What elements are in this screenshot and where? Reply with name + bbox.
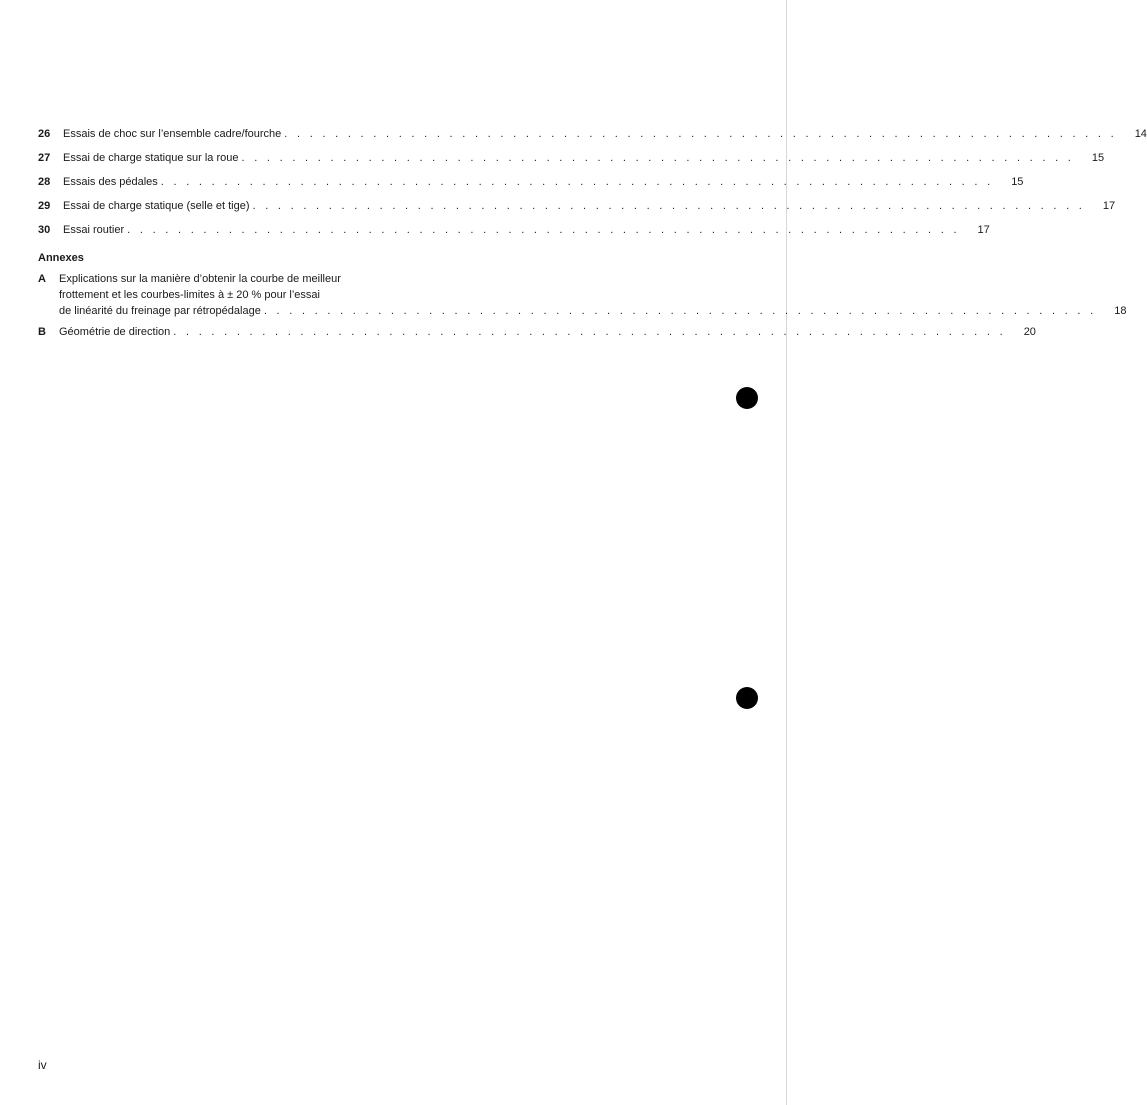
toc-entry-page: 14 bbox=[1134, 128, 1147, 140]
punch-hole bbox=[736, 687, 758, 709]
toc-entry-title: Essai de charge statique sur la roue bbox=[63, 152, 239, 164]
toc-entry-title: Essai de charge statique (selle et tige) bbox=[63, 200, 250, 212]
toc-entry-title: Essai routier bbox=[63, 224, 125, 236]
annex-title-line: Explications sur la manière d’obtenir la courbe de meilleur bbox=[59, 273, 341, 285]
toc-leader-dots: . . . . . . . . . . . . . . . . . . . . . . . . . . . . . . . . . . . . . . . . . . . . . . . . . . . . . . . . . . . . . . . . . . bbox=[241, 152, 1075, 164]
page-edge bbox=[786, 0, 787, 1105]
annex-title-line: de linéarité du freinage par rétropédalage bbox=[59, 305, 261, 317]
toc-entry-29[interactable] bbox=[38, 200, 1116, 224]
toc-entry-page: 17 bbox=[1102, 200, 1116, 212]
annex-title bbox=[59, 324, 1036, 340]
page-number: iv bbox=[38, 1058, 47, 1072]
toc-entry-number: 28 bbox=[38, 176, 51, 188]
annex-title-line: frottement et les courbes-limites à ± 20 % pour l’essai bbox=[59, 289, 320, 301]
annex-title bbox=[59, 271, 1126, 319]
toc-entry-26[interactable] bbox=[38, 128, 1147, 152]
toc-entry-28[interactable] bbox=[38, 176, 1024, 200]
toc-entry-page: 15 bbox=[1091, 152, 1105, 164]
toc-entry-page: 20 bbox=[1023, 326, 1036, 338]
toc-entry-30[interactable] bbox=[38, 224, 990, 248]
toc-leader-dots: . . . . . . . . . . . . . . . . . . . . . . . . . . . . . . . . . . . . . . . . . . . . . . . . . . . . . . . . . . . . . . . . . . bbox=[263, 305, 1097, 317]
toc-entry-page: 17 bbox=[977, 224, 990, 236]
toc-entry-title: Essais de choc sur l’ensemble cadre/fourche bbox=[63, 128, 282, 140]
toc-leader-dots: . . . . . . . . . . . . . . . . . . . . . . . . . . . . . . . . . . . . . . . . . . . . . . . . . . . . . . . . . . . . . . . . . . bbox=[284, 128, 1117, 140]
annexes-heading: Annexes bbox=[38, 252, 84, 264]
toc-leader-dots: . . . . . . . . . . . . . . . . . . . . . . . . . . . . . . . . . . . . . . . . . . . . . . . . . . . . . . . . . . . . . . . . . . bbox=[173, 326, 1006, 338]
toc-leader-dots: . . . . . . . . . . . . . . . . . . . . . . . . . . . . . . . . . . . . . . . . . . . . . . . . . . . . . . . . . . . . . . . . . . bbox=[252, 200, 1086, 212]
punch-hole bbox=[736, 387, 758, 409]
annex-title-last-line bbox=[59, 324, 1036, 340]
toc-annex-b[interactable] bbox=[38, 324, 1036, 344]
annex-title-line: Géométrie de direction bbox=[59, 326, 171, 338]
annex-letter: A bbox=[38, 273, 46, 285]
toc-entry-number: 27 bbox=[38, 152, 51, 164]
toc-leader-dots: . . . . . . . . . . . . . . . . . . . . . . . . . . . . . . . . . . . . . . . . . . . . . . . . . . . . . . . . . . . . . . . . . . bbox=[160, 176, 994, 188]
table-of-contents bbox=[38, 128, 1147, 344]
annex-title-last-line bbox=[59, 303, 1126, 319]
toc-entry-page: 18 bbox=[1114, 305, 1127, 317]
toc-annex-a[interactable] bbox=[38, 271, 1127, 324]
toc-entry-number: 29 bbox=[38, 200, 51, 212]
toc-entry-27[interactable] bbox=[38, 152, 1105, 176]
toc-entry-page: 15 bbox=[1011, 176, 1024, 188]
annex-letter: B bbox=[38, 326, 46, 338]
toc-entry-number: 30 bbox=[38, 224, 51, 236]
toc-entry-number: 26 bbox=[38, 128, 51, 140]
toc-entry-title: Essais des pédales bbox=[63, 176, 158, 188]
toc-leader-dots: . . . . . . . . . . . . . . . . . . . . . . . . . . . . . . . . . . . . . . . . . . . . . . . . . . . . . . . . . . . . . . . . . . bbox=[127, 224, 960, 236]
